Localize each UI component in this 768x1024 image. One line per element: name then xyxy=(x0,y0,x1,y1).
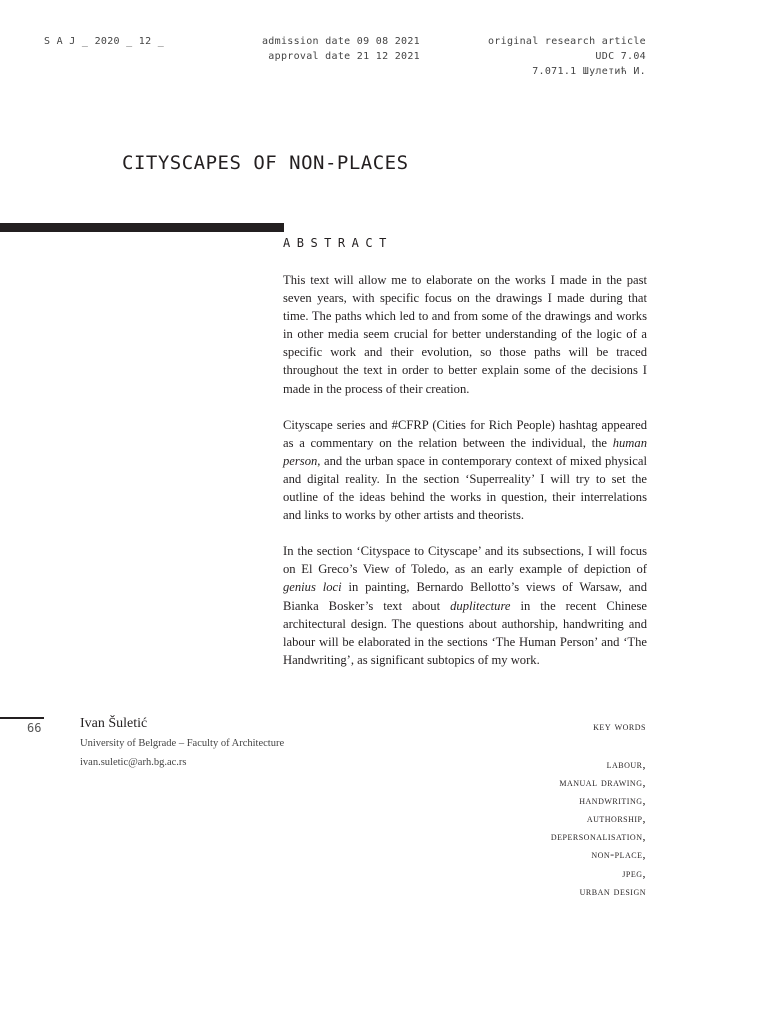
page-title: CITYSCAPES OF NON-PLACES xyxy=(122,152,409,174)
keyword-item: depersonalisation, xyxy=(550,829,646,844)
keyword-item: authorship, xyxy=(586,811,646,826)
abstract-heading: ABSTRACT xyxy=(283,236,393,250)
keywords-heading: key words xyxy=(593,719,646,733)
abstract-paragraph-1: This text will allow me to elaborate on the works I made in the past seven years, with specific focus on the drawings I made during that time. The paths which led to and from some of the drawings and works in other media seem crucial for better understanding of the logic of a specific work and their evolution, so those paths will be traced throughout the text in order to better explain some of the decisions I made in the process of their creation. xyxy=(283,273,647,396)
keywords-list xyxy=(446,755,646,900)
approval-date: approval date 21 12 2021 xyxy=(268,51,420,62)
keyword-item: non-place, xyxy=(591,847,646,862)
page-number-rule xyxy=(0,717,44,719)
dates-block xyxy=(230,34,420,64)
abstract-emphasis: human person xyxy=(283,435,647,468)
abstract-text: in the recent Chinese architectural design. The questions about authorship, handwriting and labour will be elaborated in the sections ‘The Human Person’ and ‘The Handwriting’, as significant subtopics of my work. xyxy=(283,598,647,667)
abstract-text: in painting, Bernardo Bellotto’s views of Warsaw, and Bianka Bosker’s text about xyxy=(283,580,647,613)
udc-code-secondary: 7.071.1 Шулетић И. xyxy=(532,66,646,77)
article-type: original research article xyxy=(487,36,646,47)
abstract-paragraph-2 xyxy=(283,416,647,525)
journal-issue-label: S A J _ 2020 _ 12 _ xyxy=(44,36,165,47)
abstract-text: , and the urban space in contemporary context of mixed physical and digital reality. In the section ‘Superreality’ I will try to set the outline of the ideas behind the works in question, their interrelations and links to works by other artists and theorists. xyxy=(283,453,647,523)
abstract-text: Cityscape series and #CFRP (Cities for Rich People) hashtag appeared as a commentary on the relation between the individual, the xyxy=(283,417,647,450)
keyword-item: labour, xyxy=(606,757,646,771)
admission-date: admission date 09 08 2021 xyxy=(261,36,420,47)
abstract-paragraph-3 xyxy=(283,542,647,669)
keyword-item: urban design xyxy=(579,883,646,898)
udc-code: UDC 7.04 xyxy=(595,51,646,62)
abstract-emphasis: genius loci xyxy=(283,580,342,595)
keyword-item: jpeg, xyxy=(622,865,646,880)
abstract-body xyxy=(283,271,647,687)
title-divider-bar xyxy=(0,223,284,232)
author-name: Ivan Šuletić xyxy=(80,716,148,731)
keyword-item: manual drawing, xyxy=(559,775,646,790)
classification-block xyxy=(446,34,646,79)
author-affiliation: University of Belgrade – Faculty of Architecture xyxy=(80,738,285,749)
abstract-text: In the section ‘Cityspace to Cityscape’ and its subsections, I will focus on El Greco’s View of Toledo, as an early example of depiction of xyxy=(283,544,647,577)
page-number: 66 xyxy=(27,721,42,735)
keyword-item: handwriting, xyxy=(579,793,646,808)
author-email[interactable]: ivan.suletic@arh.bg.ac.rs xyxy=(80,757,187,768)
abstract-emphasis: duplitecture xyxy=(450,598,511,613)
